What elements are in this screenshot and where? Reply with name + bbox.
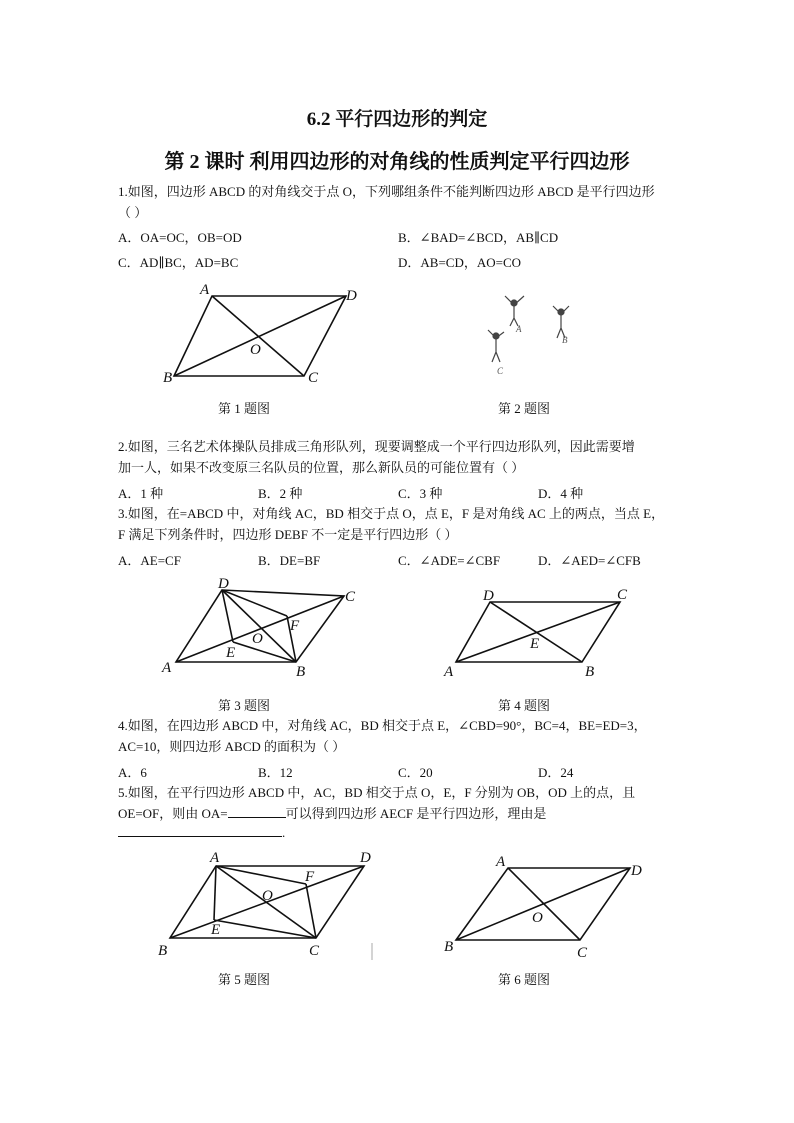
question-1-option-a: A．OA=OC，OB=OD — [118, 230, 242, 245]
question-3-option-b: B．DE=BF — [258, 553, 321, 568]
fig4-label-e: E — [530, 636, 540, 652]
question-3-text: 3.如图，在=ABCD 中，对角线 AC，BD 相交于点 O，点 E，F 是对角线 AC 上的两点，当点 E， — [118, 506, 665, 521]
figure-5-caption: 第 5 题图 — [218, 972, 271, 987]
fig4-label-d: D — [483, 588, 494, 604]
fig5-label-o: O — [262, 888, 273, 904]
figure-2-caption: 第 2 题图 — [498, 401, 551, 416]
fig4-label-b: B — [585, 664, 595, 680]
fig1-label-a: A — [200, 282, 210, 298]
question-3-option-a: A．AE=CF — [118, 553, 181, 568]
question-1-bracket: （ ） — [118, 205, 148, 220]
fig2-label-c: C — [497, 366, 504, 376]
question-2-text: 2.如图，三名艺术体操队员排成三角形队列，现要调整成一个平行四边形队列，因此需要增 — [118, 439, 635, 454]
figure-3-caption: 第 3 题图 — [218, 698, 271, 713]
figure-1-caption: 第 1 题图 — [218, 401, 271, 416]
question-2-text-cont: 加一人，如果不改变原三名队员的位置，那么新队员的可能位置有（ ） — [118, 460, 525, 475]
question-2-option-b: B．2 种 — [258, 486, 303, 501]
question-2-option-d: D．4 种 — [538, 486, 584, 501]
lesson-title: 第 2 课时 利用四边形的对角线的性质判定平行四边形 — [164, 151, 630, 173]
fig1-label-d: D — [346, 288, 357, 304]
fig2-label-b: B — [562, 335, 568, 345]
fig4-label-c: C — [617, 587, 628, 603]
fig5-label-d: D — [360, 850, 371, 866]
question-4-text: 4.如图，在四边形 ABCD 中，对角线 AC，BD 相交于点 E，∠CBD=90°，BC=4，BE=ED=3， — [118, 718, 647, 733]
question-5-part-b: 可以得到四边形 AECF 是平行四边形，理由是 — [285, 806, 547, 821]
fig5-label-b: B — [158, 943, 168, 959]
fig5-label-a: A — [210, 850, 220, 866]
fig6-label-d: D — [631, 863, 642, 879]
question-2-option-c: C．3 种 — [398, 486, 443, 501]
question-3-text-cont: F 满足下列条件时，四边形 DEBF 不一定是平行四边形（ ） — [118, 527, 458, 542]
fig3-label-a: A — [162, 660, 172, 676]
question-3-option-c: C．∠ADE=∠CBF — [398, 553, 501, 568]
question-4-text-cont: AC=10，则四边形 ABCD 的面积为（ ） — [118, 739, 346, 754]
question-4-option-a: A．6 — [118, 765, 147, 780]
fig4-label-a: A — [444, 664, 454, 680]
section-title: 6.2 平行四边形的判定 — [306, 109, 488, 130]
question-4-option-b: B．12 — [258, 765, 293, 780]
fig6-label-o: O — [532, 910, 543, 926]
question-5-part-a: OE=OF，则由 OA= — [118, 806, 228, 821]
fig3-label-f: F — [290, 618, 300, 634]
fig3-label-d: D — [218, 576, 229, 592]
fig3-label-o: O — [252, 631, 263, 647]
question-1-text: 1.如图，四边形 ABCD 的对角线交于点 O，下列哪组条件不能判断四边形 ABCD 是平行四边形 — [118, 184, 655, 199]
question-2-option-a: A．1 种 — [118, 486, 164, 501]
fig3-label-e: E — [226, 645, 236, 661]
fig3-label-b: B — [296, 664, 306, 680]
question-4-option-c: C．20 — [398, 765, 433, 780]
question-1-option-b: B．∠BAD=∠BCD，AB∥CD — [398, 230, 559, 245]
fig6-label-b: B — [444, 939, 454, 955]
fig5-label-c: C — [309, 943, 320, 959]
question-1-option-d: D．AB=CD，AO=CO — [398, 255, 522, 270]
fig1-label-o: O — [250, 342, 261, 358]
figure-4-caption: 第 4 题图 — [498, 698, 551, 713]
fig1-label-b: B — [163, 370, 173, 386]
fig5-label-f: F — [305, 869, 315, 885]
fig5-label-e: E — [211, 922, 221, 938]
question-5-period: . — [282, 825, 286, 840]
fig6-label-a: A — [496, 854, 506, 870]
fig2-label-a: A — [516, 324, 522, 334]
question-1-option-c: C．AD∥BC，AD=BC — [118, 255, 239, 270]
fig6-label-c: C — [577, 945, 588, 961]
question-3-option-d: D．∠AED=∠CFB — [538, 553, 641, 568]
fig3-label-c: C — [345, 589, 356, 605]
fig1-label-c: C — [308, 370, 319, 386]
question-4-option-d: D．24 — [538, 765, 574, 780]
figure-6-caption: 第 6 题图 — [498, 972, 551, 987]
question-5-text: 5.如图，在平行四边形 ABCD 中，AC，BD 相交于点 O，E，F 分别为 OB，OD 上的点，且 — [118, 785, 636, 800]
